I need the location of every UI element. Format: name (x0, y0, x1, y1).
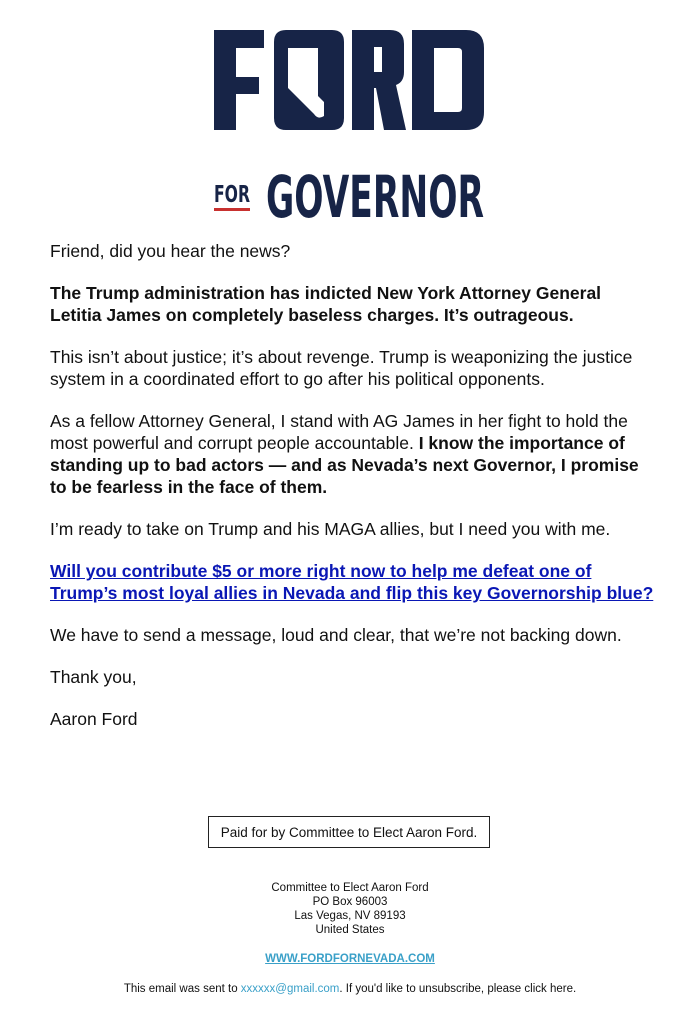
website-link[interactable]: WWW.FORDFORNEVADA.COM (265, 953, 435, 965)
address-line-committee: Committee to Elect Aaron Ford (271, 882, 429, 894)
paragraph-revenge: This isn’t about justice; it’s about revenge. Trump is weaponizing the justice system in a coordinated effort to go after his political opponents. (50, 347, 633, 389)
address-line-po-box: PO Box 96003 (312, 896, 388, 908)
recipient-email[interactable]: xxxxxx@gmail.com (240, 983, 340, 995)
address-line-city: Las Vegas, NV 89193 (294, 910, 406, 922)
unsubscribe-text[interactable]: . If you'd like to unsubscribe, please click here. (339, 983, 577, 995)
mailing-address (0, 881, 700, 937)
paragraph-attorney-general (50, 410, 654, 498)
paid-for-box (208, 816, 490, 848)
sent-to-prefix: This email was sent to (123, 983, 241, 995)
headline-text (50, 282, 654, 326)
paragraph-attorney-general-regular: As a fellow Attorney General, I stand with AG James in her fight to hold the most powerful and corrupt people accountable. (50, 411, 628, 453)
contribute-link[interactable]: Will you contribute $5 or more right now to help me defeat one of Trump’s most loyal allies in Nevada and flip this key Governorship blue? (50, 561, 654, 603)
cta-paragraph (50, 560, 654, 604)
logo-governor-text: GOVERNOR (266, 163, 484, 231)
greeting-text: Friend, did you hear the news? (50, 241, 291, 261)
unsubscribe-note (0, 983, 700, 995)
signature-text: Aaron Ford (50, 709, 138, 729)
ford-for-governor-logo (214, 30, 486, 231)
paragraph-attorney-general-bold: I know the importance of standing up to bad actors — and as Nevada’s next Governor, I promise to be fearless in the face of them. (50, 433, 639, 497)
closing-text: Thank you, (50, 667, 137, 687)
email-body (50, 240, 654, 750)
paid-for-text: Paid for by Committee to Elect Aaron Ford. (220, 824, 478, 840)
paragraph-message: We have to send a message, loud and clear, that we’re not backing down. (50, 625, 622, 645)
headline-bold: The Trump administration has indicted New York Attorney General Letitia James on completely baseless charges. It’s outrageous. (50, 283, 602, 325)
logo-for-text: FOR (214, 182, 251, 208)
address-line-country: United States (315, 924, 385, 936)
paragraph-ready: I’m ready to take on Trump and his MAGA allies, but I need you with me. (50, 519, 611, 539)
